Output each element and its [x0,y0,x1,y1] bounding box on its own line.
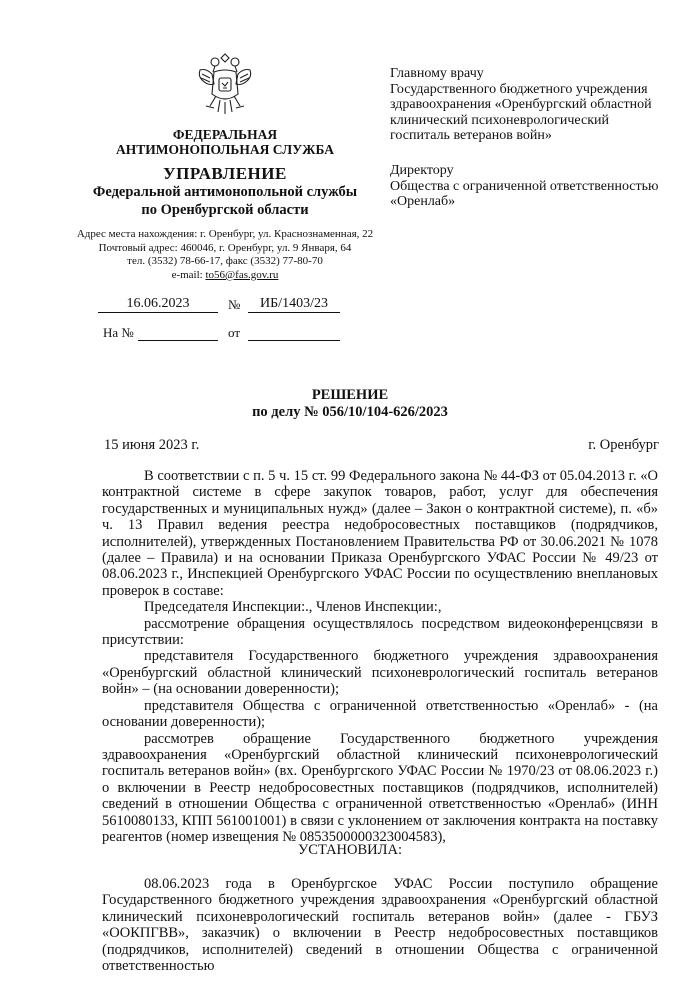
recipient-1-line-1: Главному врачу [390,66,484,81]
recipient-2-line-2: Общества с ограниченной ответственностью [390,178,659,194]
recipient-2-line-1: Директору [390,163,454,178]
body-paragraph-4: представителя Государственного бюджетного учреждения здравоохранения «Оренбургский областной клинический психоневрологический госпиталь ветеранов войн» – (на основании доверенности); [102,648,658,698]
body-paragraph-2: Председателя Инспекции:., Членов Инспекции:, [144,599,442,616]
recipient-1-line-2: Государственного бюджетного учреждения [390,81,648,97]
recipient-2 [390,163,680,210]
case-number: по делу № 056/10/104-626/2023 [252,404,448,420]
agency-line-2: АНТИМОНОПОЛЬНАЯ СЛУЖБА [116,142,334,157]
department-subtitle [80,183,370,219]
department-subtitle-line-2: по Оренбургской области [141,202,309,218]
recipient-1-line-3: здравоохранения «Оренбургский областной [390,97,652,112]
address-block [70,228,380,282]
address-line: Адрес места нахождения: г. Оренбург, ул. Краснознаменная, 22 [76,228,374,240]
reference-date-label: от [228,325,241,340]
decision-dateline [104,437,659,454]
body-paragraph-1: В соответствии с п. 5 ч. 15 ст. 99 Федерального закона № 44-ФЗ от 05.04.2013 г. «О контрактной системе в сфере закупок товаров, работ, услуг для обеспечения государственных и муниципальных нужд» (далее – Закон о контрактной системе), п. «б» ч. 13 Правил ведения реестра недобросовестных поставщиков (подрядчиков, исполнителей), утвержденных Постановлением Правительства РФ от 30.06.2021 № 1078 (далее – Правила) и на основании Приказа Оренбургского УФАС России № 49/23 от 08.06.2023 г., Инспекцией Оренбургского УФАС России по осуществлению внеплановых проверок в составе: [102,468,658,599]
email-link[interactable]: to56@fas.gov.ru [205,268,279,281]
postal-address-line: Почтовый адрес: 460046, г. Оренбург, ул. 9 Января, 64 [98,241,352,254]
reference-label: На № [103,325,134,340]
email-line [70,269,380,283]
recipient-1-line-4: клинический психоневрологический [390,112,609,128]
recipient-1-line-5: госпиталь ветеранов войн» [390,128,552,143]
email-label: e-mail: [171,268,206,281]
decision-date: 15 июня 2023 г. [104,437,200,453]
decision-heading [150,387,550,421]
body-paragraph-6: рассмотрев обращение Государственного бюджетного учреждения здравоохранения «Оренбургский областной клинический психоневрологический госпиталь ветеранов войн» (вх. Оренбургского УФАС России № 1970/23 от 08.06.2023 г.) о включении в Реестр недобросовестных поставщиков (подрядчиков, исполнителей) сведений в отношении Общества с ограниченной ответственностью «Оренлаб» (ИНН 5610080133, КПП 561001001) в связи с уклонением от заключения контракта на поставку реагентов (номер извещения № 0853500000323004583), [102,730,658,845]
recipient-1 [390,66,680,144]
reference-date-field [248,323,340,341]
decision-body [102,468,658,845]
decision-title: РЕШЕНИЕ [311,387,389,403]
agency-line-1: ФЕДЕРАЛЬНАЯ [172,127,278,142]
reference-number-field [138,323,218,341]
body-paragraph-5: представителя Общества с ограниченной ответственностью «Оренлаб» - (на основании доверенности); [102,697,658,731]
decision-city: г. Оренбург [588,437,659,453]
findings-paragraph-1: 08.06.2023 года в Оренбургское УФАС России поступило обращение Государственного бюджетного учреждения здравоохранения «Оренбургский областной клинический психоневрологический госпиталь ветеранов войн» (далее - ГБУЗ «ООКПГВВ», заказчик) о включении в Реестр недобросовестных поставщиков (подрядчиков, исполнителей) сведений в отношении Общества с ограниченной ответственностью [102,876,658,975]
agency-name [90,127,360,157]
registration-date: 16.06.2023 [98,295,218,313]
body-paragraph-3: рассмотрение обращения осуществлялось посредством видеоконференцсвязи в присутствии: [102,615,658,649]
established-heading: УСТАНОВИЛА: [298,842,402,858]
registration-number-label: № [228,297,241,312]
registration-number: ИБ/1403/23 [248,295,340,313]
recipient-2-line-3: «Оренлаб» [390,194,456,209]
coat-of-arms-icon [196,50,254,118]
findings-body [102,876,658,974]
department-title: УПРАВЛЕНИЕ [163,164,287,183]
phone-line: тел. (3532) 78-66-17, факс (3532) 77-80-70 [127,255,323,268]
department-subtitle-line-1: Федеральной антимонопольной службы [92,184,358,200]
